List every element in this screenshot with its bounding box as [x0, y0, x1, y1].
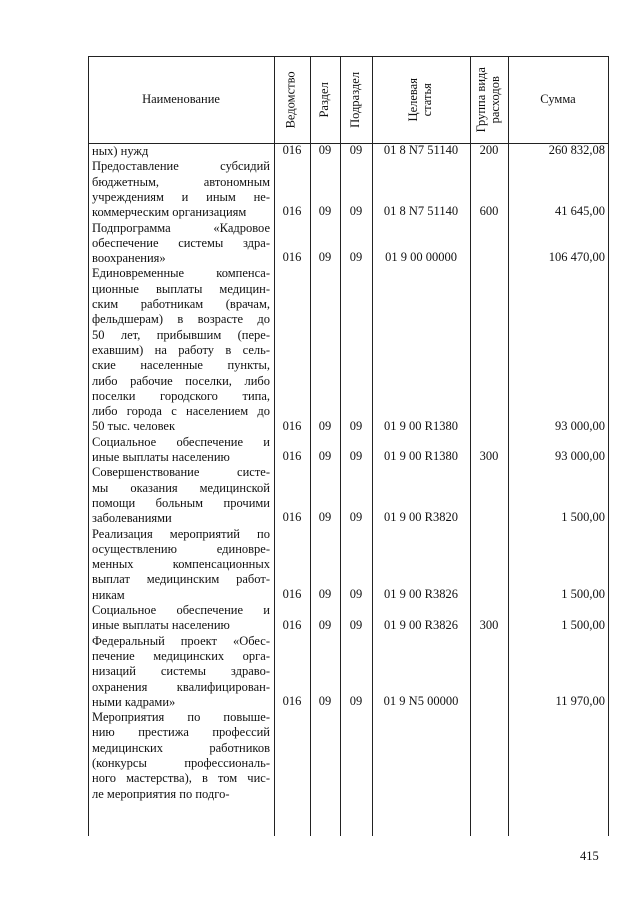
cell-gruppa: 300 [479, 617, 499, 632]
row-name-line: Федеральный проект «Обес- [92, 633, 270, 648]
table-row [88, 435, 609, 466]
cell-razdel: 09 [318, 587, 332, 601]
row-name-line: либо рабочие поселки, либо [92, 373, 270, 388]
table-row [88, 603, 609, 634]
header-summa: Сумма [540, 92, 576, 106]
row-name-line: Предоставление субсидий [92, 159, 270, 174]
row-name [92, 465, 270, 526]
row-name-line: менных компенсационных [92, 557, 270, 572]
cell-celevaya: 01 9 00 R1380 [384, 418, 458, 433]
cell-celevaya: 01 8 N7 51140 [383, 143, 459, 158]
cell-podrazdel: 09 [349, 449, 363, 464]
row-name-line: поселки городского типа, [92, 388, 270, 403]
row-name [92, 159, 270, 220]
row-name-line: осуществлению единовре- [92, 541, 270, 556]
row-name-line: коммерческим организациям [92, 205, 247, 220]
row-name-line: учреждениям и иным не- [92, 189, 270, 204]
budget-table [88, 56, 609, 836]
table-row [88, 159, 609, 220]
cell-podrazdel: 09 [349, 418, 363, 433]
cell-razdel: 09 [318, 694, 332, 709]
cell-podrazdel: 09 [349, 204, 363, 219]
cell-vedomstvo: 016 [282, 418, 302, 433]
cell-vedomstvo: 016 [282, 204, 302, 219]
cell-summa: 1 500,00 [561, 587, 605, 601]
cell-vedomstvo: 016 [282, 510, 302, 525]
row-name-line: низаций системы здраво- [92, 664, 270, 679]
header-podrazdel: Подраздел [348, 71, 363, 128]
header-celevaya: Целевая статья [406, 77, 434, 122]
cell-vedomstvo: 016 [282, 617, 302, 632]
row-name-line: ных) нужд [92, 144, 149, 158]
cell-summa: 41 645,00 [555, 204, 605, 219]
cell-summa: 93 000,00 [555, 418, 605, 433]
cell-vedomstvo: 016 [282, 449, 302, 464]
row-name-line: Подпрограмма «Кадровое [92, 220, 270, 235]
row-name-line: Единовременные компенса- [92, 266, 270, 281]
cell-vedomstvo: 016 [282, 587, 302, 601]
cell-celevaya: 01 8 N7 51140 [383, 204, 459, 219]
row-name-line: обеспечение системы здра- [92, 235, 270, 250]
row-name-line: мы оказания медицинской [92, 480, 270, 495]
row-name-line: Социальное обеспечение и [92, 603, 270, 617]
cell-podrazdel: 09 [349, 587, 363, 601]
cell-celevaya: 01 9 N5 00000 [383, 694, 459, 709]
cell-podrazdel: 09 [349, 617, 363, 632]
row-name-line: Мероприятия по повыше- [92, 710, 270, 725]
row-name-line: ными кадрами» [92, 694, 176, 709]
cell-vedomstvo: 016 [282, 694, 302, 709]
row-name [92, 710, 270, 802]
cell-vedomstvo: 016 [282, 250, 302, 265]
header-name: Наименование [142, 92, 220, 106]
cell-razdel: 09 [318, 617, 332, 632]
row-name-line: охранения квалифицирован- [92, 679, 270, 694]
row-name-line: нию престижа профессий [92, 725, 270, 740]
row-name-line: Реализация мероприятий по [92, 526, 270, 541]
row-name-line: воохранения» [92, 251, 166, 266]
cell-razdel: 09 [318, 204, 332, 219]
row-name-line: медицинских работников [92, 740, 270, 755]
cell-summa: 1 500,00 [561, 510, 605, 525]
row-name-line: ским работникам (врачам, [92, 297, 270, 312]
row-name-line: 50 тыс. человек [92, 419, 176, 434]
row-name-line: ционные выплаты медицин- [92, 281, 270, 296]
cell-podrazdel: 09 [349, 143, 363, 158]
header-razdel: Раздел [317, 81, 332, 118]
row-name-line: либо города с населением до [92, 404, 270, 419]
row-name-line: ехавшим) на работу в сель- [92, 342, 270, 357]
cell-gruppa: 200 [479, 143, 499, 158]
row-name [92, 527, 270, 603]
cell-summa: 1 500,00 [561, 617, 605, 632]
cell-celevaya: 01 9 00 R1380 [384, 449, 458, 464]
header-gruppa: Группа вида расходов [474, 66, 503, 133]
table-row [88, 144, 609, 159]
row-name-line: заболеваниями [92, 511, 172, 526]
row-name-line: печение медицинских орга- [92, 648, 270, 663]
row-name-line: выплат медицинским работ- [92, 572, 270, 587]
cell-celevaya: 01 9 00 R3820 [384, 510, 458, 525]
cell-celevaya: 01 9 00 00000 [385, 250, 457, 265]
cell-gruppa: 600 [479, 204, 499, 219]
row-name-line: ле мероприятия по подго- [92, 786, 230, 801]
row-name-line: помощи больным прочими [92, 495, 270, 510]
cell-celevaya: 01 9 00 R3826 [384, 617, 458, 632]
cell-summa: 11 970,00 [555, 694, 605, 709]
cell-summa: 93 000,00 [555, 449, 605, 464]
cell-summa: 106 470,00 [548, 250, 605, 265]
cell-summa: 260 832,08 [548, 143, 605, 158]
page-number: 415 [580, 849, 599, 863]
row-name [92, 435, 270, 466]
row-name [92, 634, 270, 710]
cell-podrazdel: 09 [349, 250, 363, 265]
table-row [88, 266, 609, 434]
row-name-line: Совершенствование систе- [92, 465, 270, 480]
row-name [92, 266, 270, 434]
row-name [92, 144, 270, 159]
cell-podrazdel: 09 [349, 510, 363, 525]
row-name [92, 603, 270, 634]
cell-podrazdel: 09 [349, 694, 363, 709]
table-row [88, 710, 609, 802]
row-name-line: фельдшерам) в возрасте до [92, 312, 270, 327]
row-name-line: иные выплаты населению [92, 449, 230, 464]
cell-vedomstvo: 016 [282, 143, 302, 158]
row-name-line: иные выплаты населению [92, 618, 230, 633]
row-name-line: ские населенные пункты, [92, 358, 270, 373]
cell-gruppa: 300 [479, 449, 499, 464]
row-name-line: 50 лет, прибывшим (пере- [92, 327, 270, 342]
table-row [88, 465, 609, 526]
table-row [88, 527, 609, 604]
cell-razdel: 09 [318, 143, 332, 158]
table-row [88, 634, 609, 711]
header-vedomstvo: Ведомство [284, 70, 299, 129]
row-name-line: никам [92, 587, 125, 602]
cell-razdel: 09 [318, 510, 332, 525]
cell-razdel: 09 [318, 418, 332, 433]
row-name-line: ного мастерства), в том чис- [92, 771, 270, 786]
table-row [88, 221, 609, 267]
row-name-line: Социальное обеспечение и [92, 434, 270, 449]
cell-razdel: 09 [318, 449, 332, 464]
row-name-line: (конкурсы профессиональ- [92, 756, 270, 770]
cell-celevaya: 01 9 00 R3826 [384, 587, 458, 601]
row-name [92, 221, 270, 267]
row-name-line: бюджетным, автономным [92, 174, 270, 189]
cell-razdel: 09 [318, 250, 332, 265]
